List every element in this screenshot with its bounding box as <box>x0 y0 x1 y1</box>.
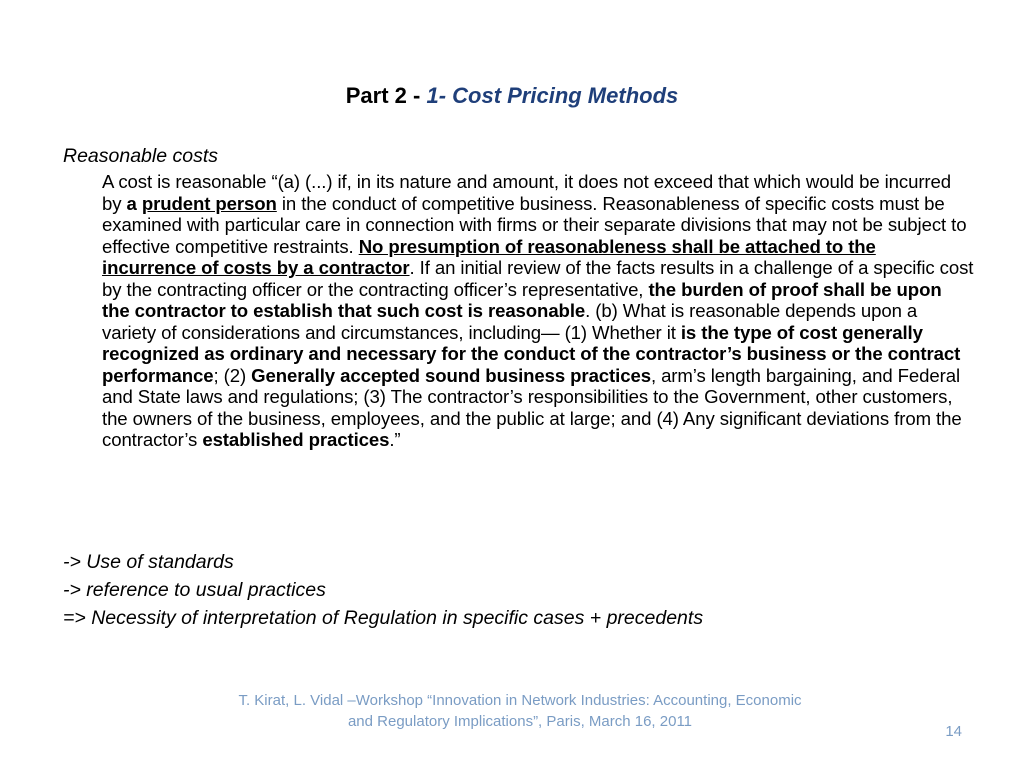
title-prefix: Part 2 - <box>345 83 427 108</box>
section-heading: Reasonable costs <box>63 145 219 167</box>
quoted-definition <box>102 171 974 451</box>
notes-list <box>63 548 703 632</box>
body-text-segment: A cost is reasonable “(a) (...) if, in its nature and amount, it does not exceed that which would be incurred by <box>102 171 951 214</box>
body-bold-segment: the burden of proof shall be upon the contractor to establish that such cost is reasonable <box>102 278 942 321</box>
note-item: => Necessity of interpretation of Regulation in specific cases + precedents <box>63 607 704 629</box>
body-text-segment: , arm’s length bargaining, and Federal and State laws and regulations; (3) The contractor’s responsibilities to the Government, other customers, the owners of the business, employees, and the public at large; and (4) Any significant deviations from the contractor’s <box>102 364 962 450</box>
body-text-segment: . (b) What is reasonable depends upon a variety of considerations and circumstances, including— (1) Whether it <box>102 300 918 343</box>
body-bold-segment: established practices <box>202 429 390 450</box>
body-bold-segment: is the type of cost generally recognized as ordinary and necessary for the conduct of the contractor’s business or the contract performance <box>102 321 961 386</box>
slide-footer <box>130 690 910 732</box>
body-text-segment: ; (2) <box>213 364 252 386</box>
body-bold-underlined-segment: prudent person <box>141 192 277 214</box>
footer-line: T. Kirat, L. Vidal –Workshop “Innovation in Network Industries: Accounting, Economic <box>238 692 802 709</box>
note-item: -> Use of standards <box>63 551 234 573</box>
body-bold-underlined-segment: No presumption of reasonableness shall be attached to the incurrence of costs by a contractor <box>102 235 876 278</box>
body-text-segment: . If an initial review of the facts results in a challenge of a specific cost by the contracting officer or the contracting officer’s representative, <box>102 257 974 300</box>
page-number: 14 <box>945 723 962 740</box>
note-item: -> reference to usual practices <box>63 579 326 601</box>
body-bold-segment: a <box>126 192 142 214</box>
body-text-segment: .” <box>389 429 401 450</box>
body-text-segment: in the conduct of competitive business. Reasonableness of specific costs must be examined with particular care in connection with firms or their separate divisions that may not be subject to effective competitive restraints. <box>102 192 967 257</box>
body-bold-segment: Generally accepted sound business practices <box>251 364 651 386</box>
slide-title <box>0 82 1024 110</box>
title-accent: 1- Cost Pricing Methods <box>426 83 679 108</box>
footer-line: and Regulatory Implications”, Paris, March 16, 2011 <box>347 713 693 730</box>
